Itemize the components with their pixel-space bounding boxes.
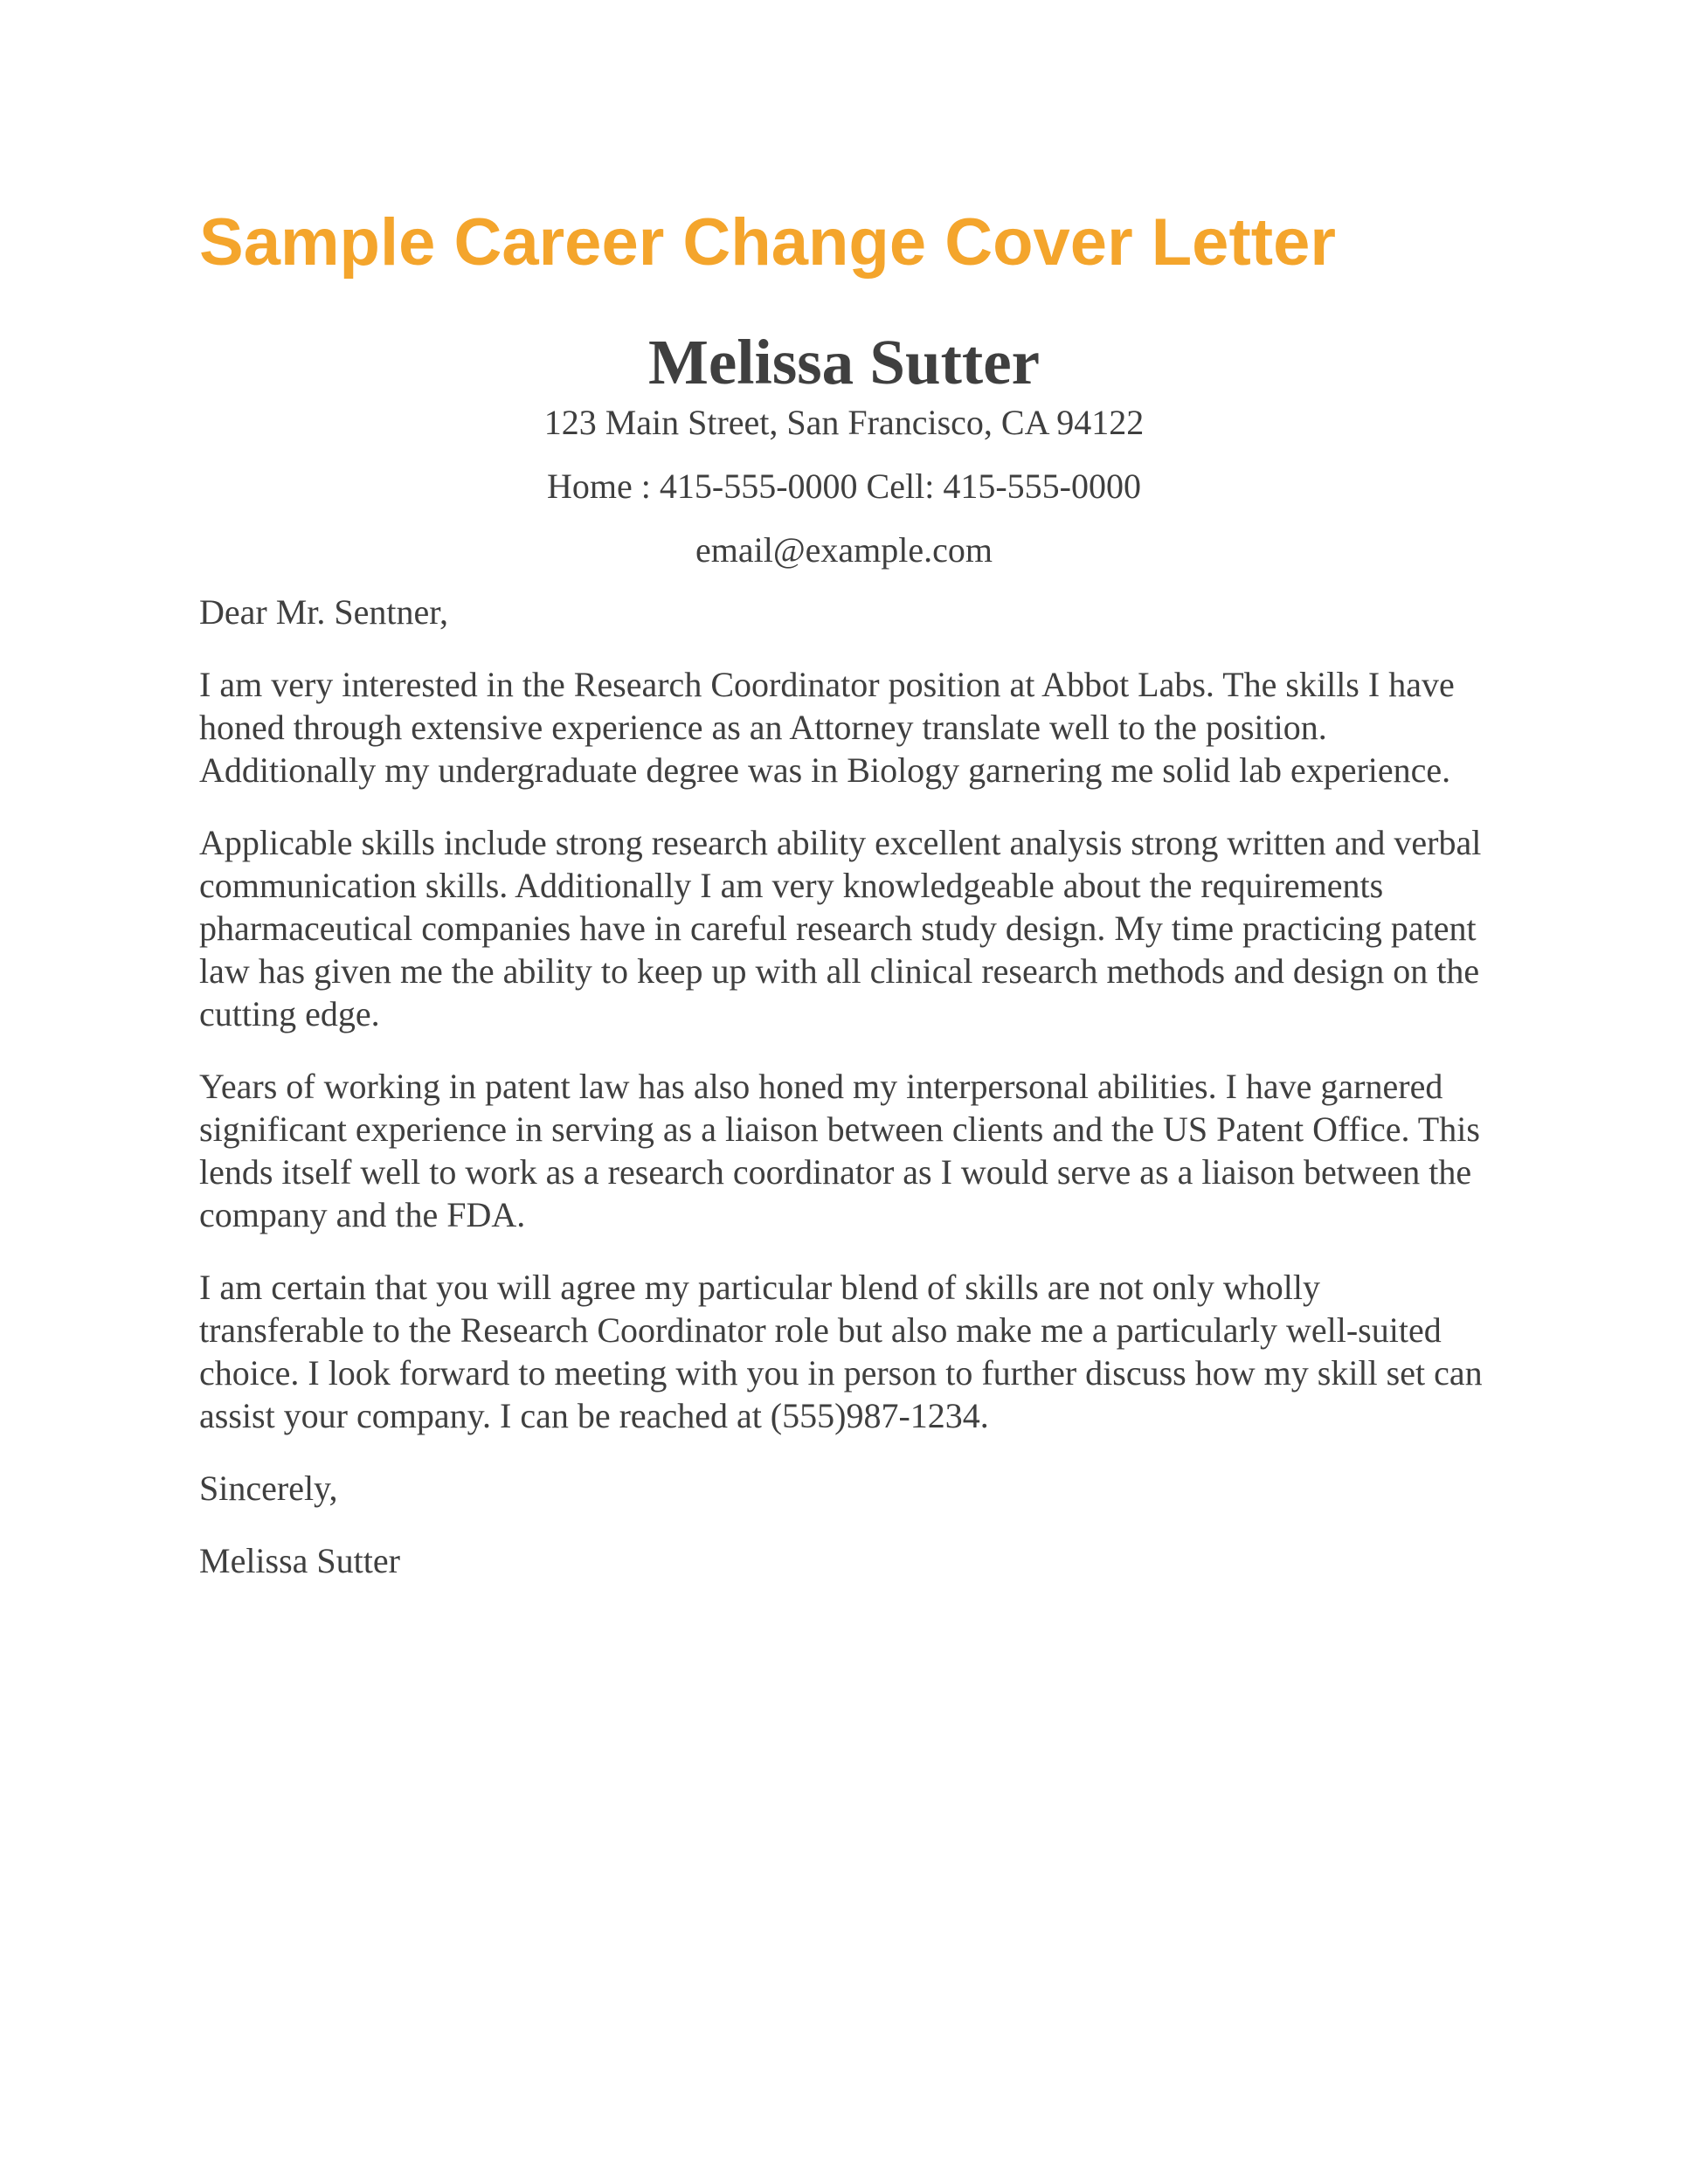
- sender-email: email@example.com: [695, 530, 993, 570]
- body-paragraph-4: I am certain that you will agree my particular blend of skills are not only wholly transferable to the Research Coordinator role but also make me a particularly well-suited choice. I look forward to meeting with you in person to further discuss how my skill set can assist your company. I can be reached at (555)987-1234.: [199, 1268, 1483, 1435]
- sender-address: 123 Main Street, San Francisco, CA 94122: [543, 403, 1145, 442]
- greeting: Dear Mr. Sentner,: [199, 592, 448, 632]
- signature: Melissa Sutter: [199, 1541, 400, 1580]
- body-paragraph-1: I am very interested in the Research Coordinator position at Abbot Labs. The skills I have honed through extensive experience as an Attorney translate well to the position. Additionally my undergraduate degree was in Biology garnering me solid lab experience.: [199, 665, 1455, 790]
- document-title: Sample Career Change Cover Letter: [199, 205, 1336, 280]
- sender-phones: Home : 415-555-0000 Cell: 415-555-0000: [547, 467, 1141, 506]
- closing: Sincerely,: [199, 1469, 338, 1508]
- body-paragraph-2: Applicable skills include strong research ability excellent analysis strong written and verbal communication skills. Additionally I am very knowledgeable about the requirements pharmaceutical companies have in careful research study design. My time practicing patent law has given me the ability to keep up with all clinical research methods and design on the cutting edge.: [199, 823, 1482, 1033]
- letter-body: [199, 591, 1489, 1612]
- sender-name: Melissa Sutter: [647, 327, 1041, 397]
- body-paragraph-3: Years of working in patent law has also honed my interpersonal abilities. I have garnered significant experience in serving as a liaison between clients and the US Patent Office. This lends itself well to work as a research coordinator as I would serve as a liaison between the company and the FDA.: [199, 1067, 1480, 1234]
